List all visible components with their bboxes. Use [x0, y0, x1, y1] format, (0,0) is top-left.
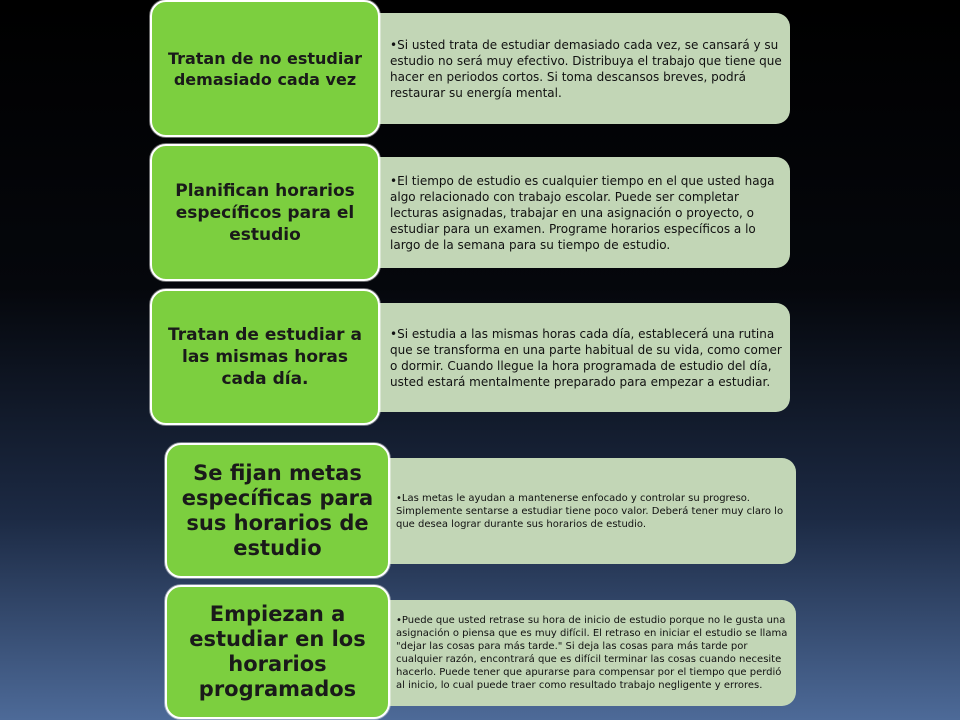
- label-box-4: [165, 443, 390, 578]
- label-box-2: [150, 144, 380, 281]
- label-text-3: Tratan de estudiar a las mismas horas cada día.: [168, 325, 362, 389]
- label-box-3: [150, 289, 380, 425]
- label-box-1: [150, 0, 380, 137]
- description-box-1: [360, 13, 790, 124]
- label-box-5: [165, 585, 390, 719]
- label-text-2: Planifican horarios específicos para el estudio: [175, 180, 355, 245]
- description-text-2: •El tiempo de estudio es cualquier tiempo en el que usted haga algo relacionado con trabajo escolar. Puede ser completar lecturas asignadas, trabajar en una asignación o proyecto, o estudiar para un examen. Programe horarios específicos a lo largo de la semana para su tiempo de estudio.: [390, 173, 775, 252]
- description-text-5: •Puede que usted retrase su hora de inicio de estudio porque no le gusta una asignación o piensa que es muy difícil. El retraso en iniciar el estudio se llama "dejar las cosas para más tarde." Si deja las cosas para más tarde por cualquier razón, encontrará que es difícil terminar las cosas cuando necesite hacerlo. Puede tener que apurarse para compensar por el tiempo que perdió al inicio, lo cual puede traer como resultado trabajo negligente y errores.: [396, 615, 788, 691]
- label-text-4: Se fijan metas específicas para sus horarios de estudio: [181, 460, 374, 560]
- label-text-5: Empiezan a estudiar en los horarios programados: [189, 602, 366, 701]
- description-text-3: •Si estudia a las mismas horas cada día, establecerá una rutina que se transforma en una parte habitual de su vida, como comer o dormir. Cuando llegue la hora programada de estudio del día, usted estará mentalmente preparado para empezar a estudiar.: [390, 326, 782, 389]
- description-box-2: [360, 157, 790, 268]
- label-text-1: Tratan de no estudiar demasiado cada vez: [167, 48, 363, 89]
- description-box-3: [360, 303, 790, 412]
- description-box-5: [366, 600, 796, 706]
- description-text-1: •Si usted trata de estudiar demasiado cada vez, se cansará y su estudio no será muy efectivo. Distribuya el trabajo que tiene que hacer en periodos cortos. Si toma descansos breves, podrá restaurar su energía mental.: [390, 37, 782, 100]
- description-box-4: [366, 458, 796, 564]
- description-text-4: •Las metas le ayudan a mantenerse enfocado y controlar su progreso. Simplemente sentarse a estudiar tiene poco valor. Deberá tener muy claro lo que desea lograr durante sus horarios de estudio.: [396, 492, 784, 530]
